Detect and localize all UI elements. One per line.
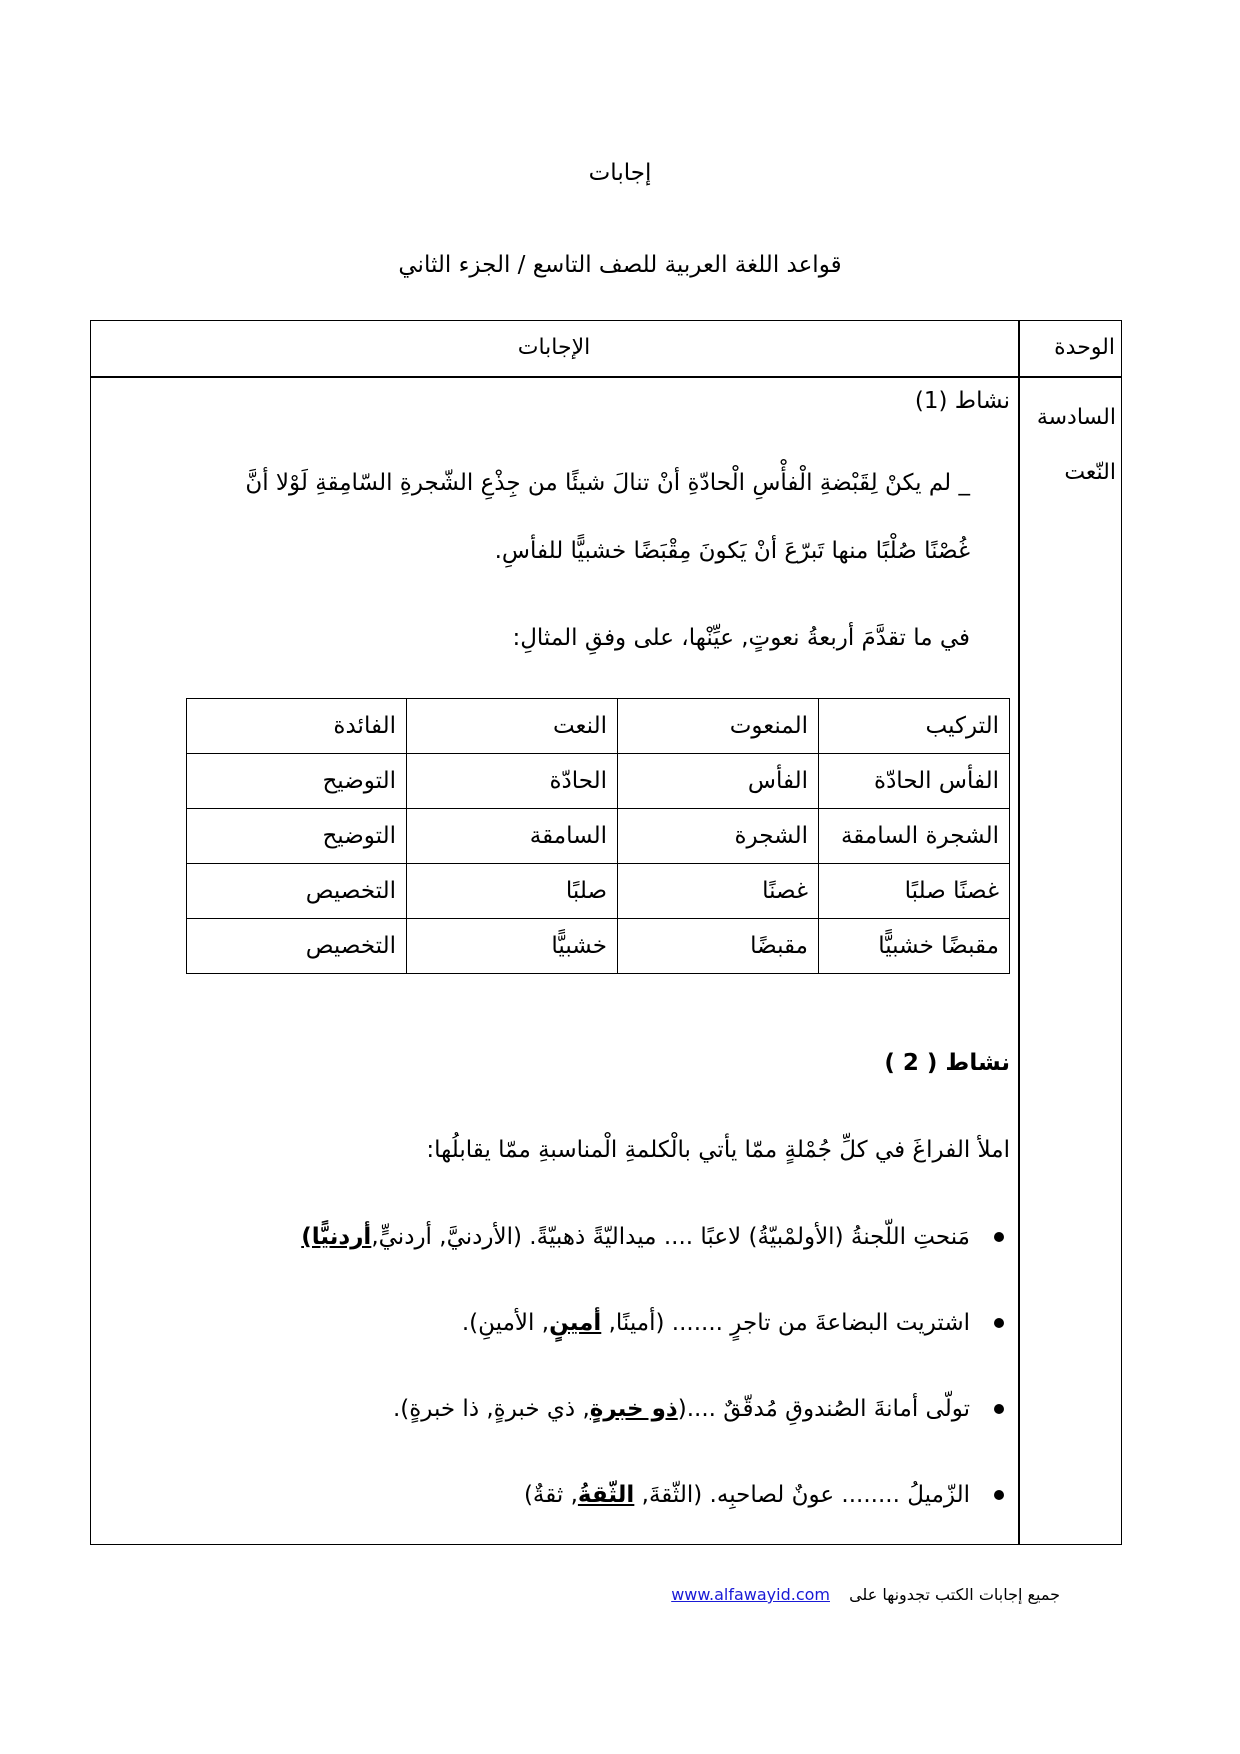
activity2-title: نشاط ( 2 ): [884, 1050, 1010, 1076]
fill-blank-list: [160, 1217, 1010, 1561]
bullet-icon: [994, 1404, 1004, 1414]
nouns-table: [186, 698, 1010, 974]
table-cell: غصنًا صلبًا: [819, 864, 1010, 919]
table-cell: التوضيح: [187, 754, 407, 809]
activity1-title: نشاط (1): [914, 388, 1010, 414]
unit-column-header: الوحدة: [1054, 335, 1115, 360]
item-sentence: اشتريت البضاعةَ من تاجرٍ .......: [671, 1310, 970, 1336]
list-item: [160, 1217, 1010, 1303]
table-row: [187, 919, 1010, 974]
list-item: [160, 1389, 1010, 1475]
page-subtitle: قواعد اللغة العربية للصف التاسع / الجزء الثاني: [398, 252, 842, 278]
table-cell: الفأس الحادّة: [819, 754, 1010, 809]
table-cell: غصنًا: [618, 864, 819, 919]
bullet-icon: [994, 1318, 1004, 1328]
table-cell: مقبضًا خشبيًّا: [819, 919, 1010, 974]
answers-column-header: الإجابات: [517, 335, 591, 360]
unit-cell: [1028, 390, 1116, 500]
table-row: [187, 754, 1010, 809]
table-cell: التخصيص: [187, 864, 407, 919]
item-answer: ذو خبرةٍ: [589, 1396, 678, 1422]
item-options-end: , ذي خبرةٍ, ذا خبرةٍ).: [392, 1396, 590, 1422]
table-header-row: [187, 699, 1010, 754]
bullet-icon: [994, 1490, 1004, 1500]
activity1-text-line1: _ لم يكنْ لِقَبْضةِ الْفأْسِ الْحادّةِ أنْ تنالَ شيئًا من جِذْعِ الشّجرةِ السّامِقةِ لَوْلا أنَّ: [245, 470, 970, 496]
item-options: (الأردنيَّ, أردنيٍّ,: [371, 1224, 530, 1250]
item-answer: الثّقةُ: [577, 1482, 635, 1508]
unit-number: السادسة: [1036, 405, 1116, 430]
table-header-cell: النعت: [407, 699, 618, 754]
footer-link[interactable]: www.alfawayid.com: [671, 1585, 830, 1604]
table-header-cell: المنعوت: [618, 699, 819, 754]
item-options: (أمينًا,: [601, 1310, 672, 1336]
bullet-icon: [994, 1232, 1004, 1242]
footer: [600, 1585, 1060, 1604]
item-answer: أردنيًّا): [301, 1224, 372, 1250]
table-cell: الفأس: [618, 754, 819, 809]
page-title: إجابات: [588, 160, 652, 186]
item-sentence: تولّى أمانةَ الصُندوقِ مُدقّقٌ ....: [686, 1396, 970, 1422]
footer-text: جميع إجابات الكتب تجدونها على: [849, 1585, 1060, 1604]
item-options: (: [677, 1396, 687, 1422]
unit-name: النّعت: [1064, 460, 1116, 485]
table-cell: صلبًا: [407, 864, 618, 919]
table-cell: السامقة: [407, 809, 618, 864]
item-options-end: , ثقةٌ): [523, 1482, 578, 1508]
item-options: (الثّقةَ,: [634, 1482, 710, 1508]
item-options-end: , الأمينِ).: [461, 1310, 550, 1336]
item-sentence: الزّميلُ ........ عونٌ لصاحبِه.: [709, 1482, 970, 1508]
header-divider: [90, 376, 1122, 378]
column-divider: [1018, 320, 1020, 1545]
activity2-instruction: املأ الفراغَ في كلِّ جُمْلةٍ ممّا يأتي بالْكلمةِ الْمناسبةِ ممّا يقابلُها:: [426, 1137, 1010, 1163]
item-answer: أمينٍ: [549, 1310, 602, 1336]
activity1-instruction: في ما تقدَّمَ أربعةُ نعوتٍ, عيِّنْها، على وفقِ المثالِ:: [512, 625, 970, 651]
table-cell: التوضيح: [187, 809, 407, 864]
activity1-text-line2: غُصْنًا صُلْبًا منها تَبرّعَ أنْ يَكونَ مِقْبَضًا خشبيًّا للفأسِ.: [494, 538, 970, 564]
table-cell: الشجرة السامقة: [819, 809, 1010, 864]
table-cell: مقبضًا: [618, 919, 819, 974]
table-cell: الحادّة: [407, 754, 618, 809]
table-row: [187, 809, 1010, 864]
table-cell: التخصيص: [187, 919, 407, 974]
table-header-cell: التركيب: [819, 699, 1010, 754]
list-item: [160, 1475, 1010, 1561]
list-item: [160, 1303, 1010, 1389]
table-cell: خشبيًّا: [407, 919, 618, 974]
table-cell: الشجرة: [618, 809, 819, 864]
item-sentence: مَنحتِ اللّجنةُ (الأولمْبيّةُ) لاعبًا .... ميداليّةً ذهبيّةً.: [529, 1224, 970, 1250]
table-header-cell: الفائدة: [187, 699, 407, 754]
table-row: [187, 864, 1010, 919]
